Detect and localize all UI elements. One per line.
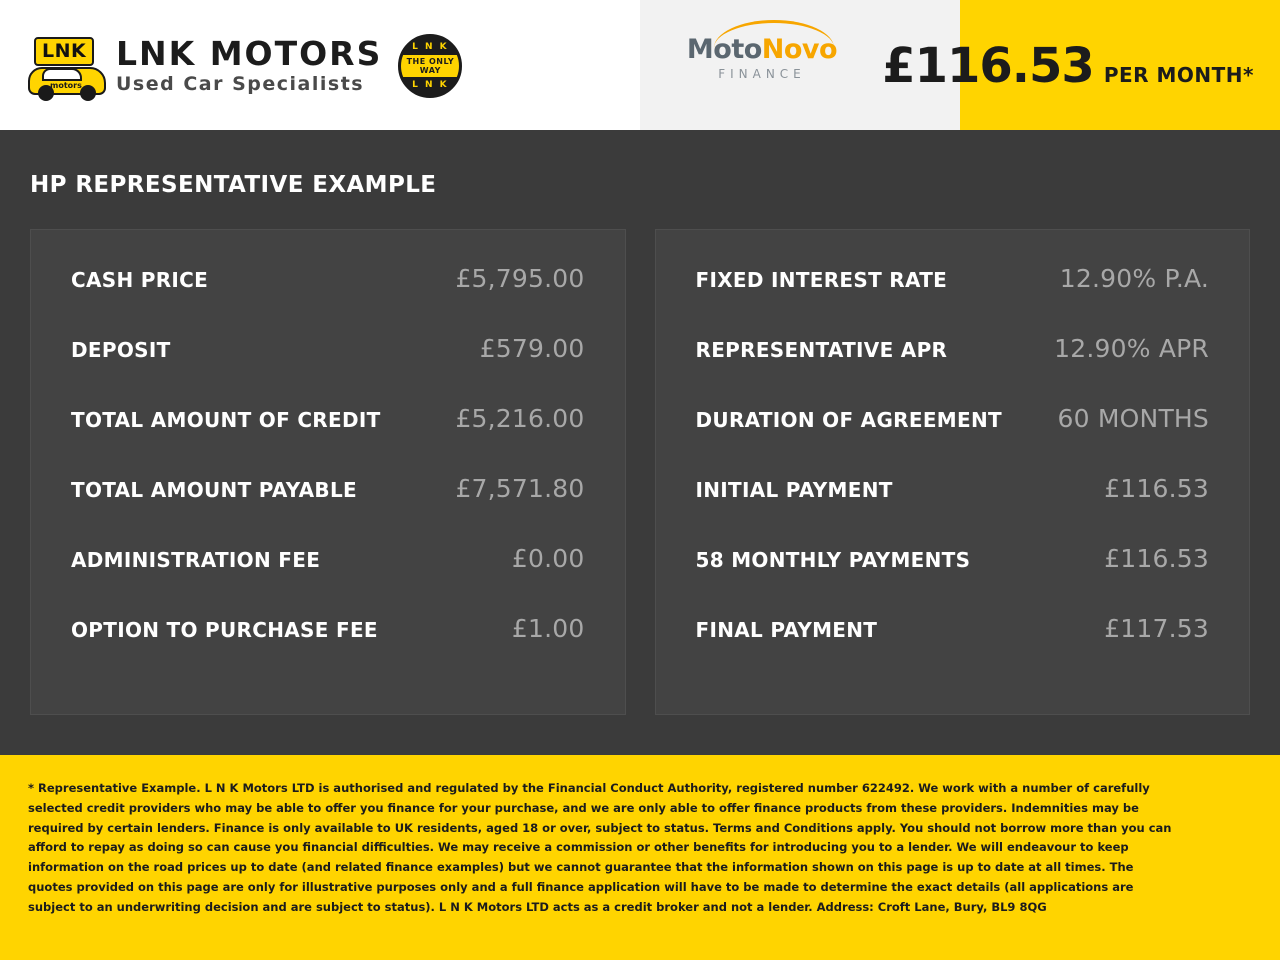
row-label: FINAL PAYMENT [695,618,878,642]
table-row [71,404,585,474]
row-value: £1.00 [511,614,585,643]
page-footer [0,755,1280,960]
row-value: £116.53 [1104,474,1209,503]
row-value: £5,795.00 [455,264,585,293]
row-label: TOTAL AMOUNT OF CREDIT [71,408,381,432]
monthly-price-amount: £116.53 [882,38,1094,94]
table-row [696,264,1210,334]
row-value: £5,216.00 [455,404,585,433]
row-value: £117.53 [1104,614,1209,643]
monthly-price-period: PER MONTH* [1103,63,1254,87]
page-title: HP REPRESENTATIVE EXAMPLE [30,172,437,198]
row-value: £7,571.80 [455,474,585,503]
dealer-name: LNK MOTORS [116,33,383,73]
badge-top-text: L N K [412,42,449,52]
monthly-price-block [882,38,1254,94]
row-value: £116.53 [1104,544,1209,573]
main-content [0,130,1280,755]
page-header [0,0,1280,130]
row-label: 58 MONTHLY PAYMENTS [695,548,971,572]
badge-middle-text: THE ONLY WAY [401,55,459,77]
row-label: DURATION OF AGREEMENT [695,408,1002,432]
finance-panel-right [655,229,1251,715]
row-label: INITIAL PAYMENT [695,478,893,502]
table-row [71,474,585,544]
row-label: FIXED INTEREST RATE [695,268,948,292]
motonovo-name-part1: Moto [686,34,762,65]
finance-provider-logo [672,34,852,81]
table-row [71,334,585,404]
dealer-tagline: Used Car Specialists [116,73,365,96]
dealer-logo[interactable] [28,26,462,106]
only-way-badge-icon [398,34,462,98]
table-row [71,614,585,684]
row-label: TOTAL AMOUNT PAYABLE [71,478,357,502]
badge-bottom-text: L N K [412,80,449,90]
row-label: REPRESENTATIVE APR [695,338,948,362]
row-value: £0.00 [511,544,585,573]
table-row [696,334,1210,404]
car-logo-text: motors [50,81,82,90]
car-window-shape [42,68,82,81]
row-label: ADMINISTRATION FEE [71,548,321,572]
disclaimer-text: * Representative Example. L N K Motors LTD is authorised and regulated by the Financial Conduct Authority, registered number 622492. We work with a number of carefully selected credit providers who may be able to offer you finance for your purchase, and we are only able to offer finance products from these providers. Indemnities may be required by certain lenders. Finance is only available to UK residents, aged 18 or over, subject to status. Terms and Conditions apply. You should not borrow more than you can afford to repay as doing so can cause you financial difficulties. We may receive a commission or other benefits for introducing you to a lender. We will endeavour to keep information on the road prices up to date (and related finance examples) but we cannot guarantee that the information shown on this page is up to date at all times. The quotes provided on this page are only for illustrative purposes only and a full finance application will have to be made to determine the exact details (all applications are subject to an underwriting decision and are subject to status). L N K Motors LTD acts as a credit broker and not a lender. Address: Croft Lane, Bury, BL9 8QG [28,781,1172,914]
finance-details-panels [30,229,1250,715]
car-wheel-right-icon [80,85,96,101]
lnk-badge-text: LNK [34,37,94,66]
table-row [71,264,585,334]
row-value: 12.90% APR [1054,334,1209,363]
table-row [696,474,1210,544]
row-value: £579.00 [479,334,585,363]
table-row [696,404,1210,474]
table-row [71,544,585,614]
dealer-name-block [116,33,383,96]
table-row [696,544,1210,614]
finance-panel-left [30,229,626,715]
motonovo-name-part2: Novo [761,34,838,65]
row-value: 60 MONTHS [1057,404,1209,433]
row-label: CASH PRICE [71,268,209,292]
row-label: OPTION TO PURCHASE FEE [71,618,378,642]
row-label: DEPOSIT [71,338,171,362]
table-row [696,614,1210,684]
row-value: 12.90% P.A. [1059,264,1209,293]
car-logo-icon [28,35,106,97]
motonovo-subtitle: FINANCE [718,67,806,81]
